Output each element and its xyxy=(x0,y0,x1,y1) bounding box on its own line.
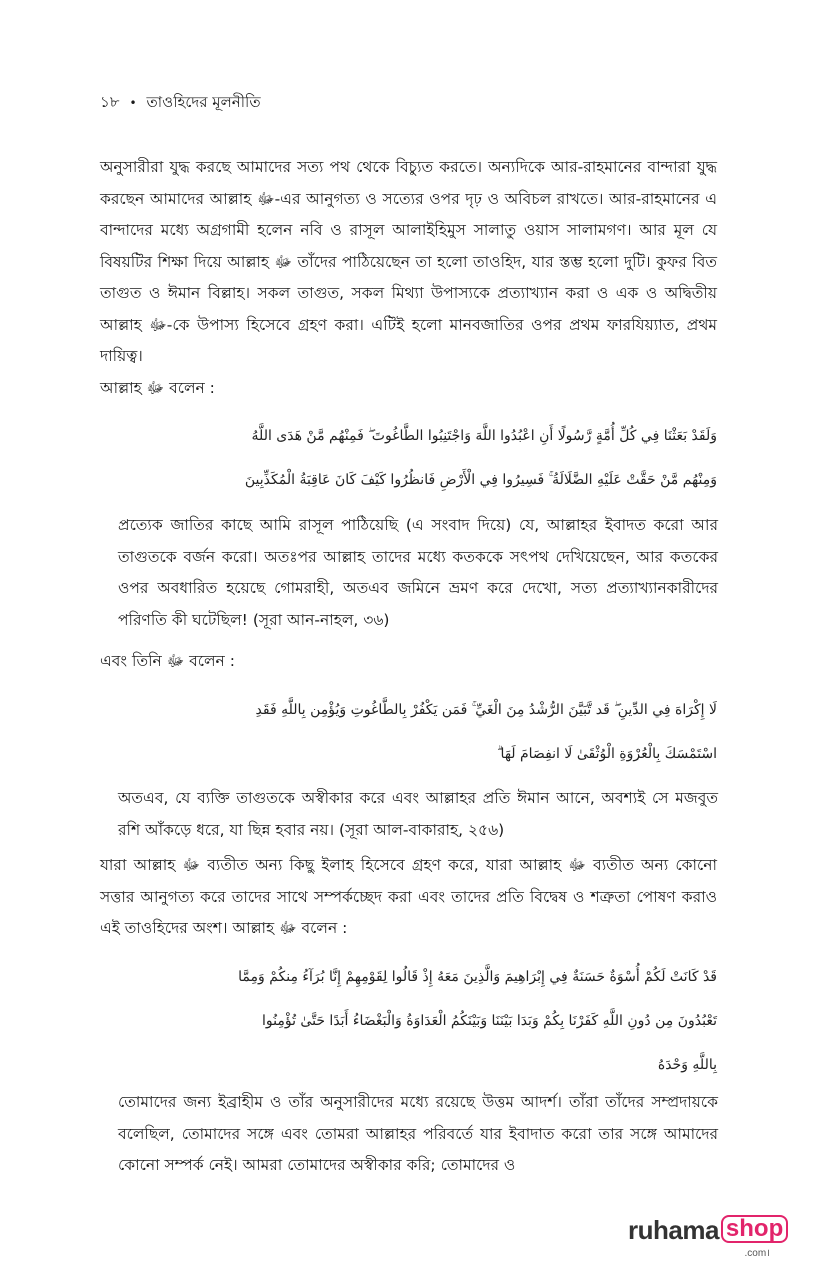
arabic-verse-1-line-1: وَلَقَدْ بَعَثْنَا فِي كُلِّ أُمَّةٍ رَّسُولًا أَنِ اعْبُدُوا اللَّهَ وَاجْتَنِبُوا الطَّاغُوتَ ۖ فَمِنْهُم مَّنْ هَدَى اللَّهُ xyxy=(251,428,717,444)
translation-3: তোমাদের জন্য ইব্রাহীম ও তাঁর অনুসারীদের মধ্যে রয়েছে উত্তম আদর্শ। তাঁরা তাঁদের সম্প্রদায়কে বলেছিল, তোমাদের সঙ্গে এবং তোমরা আল্লাহর পরিবর্তে যার ইবাদাত করো তার সঙ্গে আমাদের কোনো সম্পর্ক নেই। আমরা তোমাদের অস্বীকার করি; তোমাদের ও xyxy=(118,1093,718,1174)
logo-domain: .com। xyxy=(744,1248,770,1259)
arabic-verse-1 xyxy=(100,414,717,502)
publisher-logo xyxy=(628,1215,784,1259)
arabic-verse-1-line-2: وَمِنْهُم مَّنْ حَقَّتْ عَلَيْهِ الضَّلَالَةُ ۚ فَسِيرُوا فِي الْأَرْضِ فَانظُرُوا كَيْفَ كَانَ عَاقِبَةُ الْمُكَذِّبِينَ xyxy=(244,472,717,488)
arabic-verse-3 xyxy=(100,955,717,1087)
arabic-verse-3-line-2: تَعْبُدُونَ مِن دُونِ اللَّهِ كَفَرْنَا بِكُمْ وَبَدَا بَيْنَنَا وَبَيْنَكُمُ الْعَدَاوَةُ وَالْبَغْضَاءُ أَبَدًا حَتَّىٰ تُؤْمِنُوا xyxy=(262,1013,717,1029)
translation-2: অতএব, যে ব্যক্তি তাগুতকে অস্বীকার করে এবং আল্লাহর প্রতি ঈমান আনে, অবশ্যই সে মজবুত রশি আঁকড়ে ধরে, যা ছিন্ন হবার নয়। (সূরা আল-বাকারাহ, ২৫৬) xyxy=(118,789,718,839)
arabic-verse-3-line-3: بِاللَّهِ وَحْدَهُ xyxy=(657,1057,717,1073)
page-number: ১৮ xyxy=(100,92,120,111)
header-separator: • xyxy=(129,96,137,110)
body-paragraph-1: অনুসারীরা যুদ্ধ করছে আমাদের সত্য পথ থেকে বিচ্যুত করতে। অন্যদিকে আর-রাহমানের বান্দারা যুদ্ধ করছেন আমাদের আল্লাহ ﷻ-এর আনুগত্য ও সত্যের ওপর দৃঢ় ও অবিচল রাখতে। আর-রাহমানের এ বান্দাদের মধ্যে অগ্রগামী হলেন নবি ও রাসূল আলাইহিমুস সালাতু ওয়াস সালামগণ। আর মূল যে বিষয়টির শিক্ষা দিয়ে আল্লাহ ﷻ তাঁদের পাঠিয়েছেন তা হলো তাওহিদ, যার স্তম্ভ হলো দুটি। কুফর বিত তাগুত ও ঈমান বিল্লাহ। সকল তাগুত, সকল মিথ্যা উপাস্যকে প্রত্যাখ্যান করা ও এক ও অদ্বিতীয় আল্লাহ ﷻ-কে উপাস্য হিসেবে গ্রহণ করা। এটিই হলো মানবজাতির ওপর প্রথম ফারযিয়্যাত, প্রথম দায়িত্ব। xyxy=(100,158,717,365)
running-header xyxy=(100,90,740,116)
body-paragraph-2: যারা আল্লাহ ﷻ ব্যতীত অন্য কিছু ইলাহ হিসেবে গ্রহণ করে, যারা আল্লাহ ﷻ ব্যতীত অন্য কোনো সত্তার আনুগত্য করে তাদের সাথে সম্পর্কচ্ছেদ করা এবং তাদের প্রতি বিদ্বেষ ও শত্রুতা পোষণ করাও এই তাওহিদের অংশ। আল্লাহ ﷻ বলেন : xyxy=(100,856,717,937)
logo-wordmark: ruhama xyxy=(628,1215,719,1245)
book-title: তাওহিদের মূলনীতি xyxy=(146,92,261,111)
arabic-verse-2 xyxy=(100,688,717,776)
arabic-verse-2-line-2: اسْتَمْسَكَ بِالْعُرْوَةِ الْوُثْقَىٰ لَا انفِصَامَ لَهَا ۗ xyxy=(497,746,717,762)
arabic-verse-3-line-1: قَدْ كَانَتْ لَكُمْ أُسْوَةٌ حَسَنَةٌ فِي إِبْرَاهِيمَ وَالَّذِينَ مَعَهُ إِذْ قَالُوا لِقَوْمِهِمْ إِنَّا بُرَآءُ مِنكُمْ وَمِمَّا xyxy=(238,969,717,985)
translation-1: প্রত্যেক জাতির কাছে আমি রাসূল পাঠিয়েছি (এ সংবাদ দিয়ে) যে, আল্লাহর ইবাদত করো আর তাগুতকে বর্জন করো। অতঃপর আল্লাহ তাদের মধ্যে কতককে সৎপথ দেখিয়েছেন, আর কতকের ওপর অবধারিত হয়েছে গোমরাহী, অতএব জমিনে ভ্রমণ করে দেখো, সত্য প্রত্যাখ্যানকারীদের পরিণতি কী ঘটেছিল! (সূরা আন-নাহল, ৩৬) xyxy=(118,516,718,629)
arabic-verse-2-line-1: لَا إِكْرَاهَ فِي الدِّينِ ۖ قَد تَّبَيَّنَ الرُّشْدُ مِنَ الْغَيِّ ۚ فَمَن يَكْفُرْ بِالطَّاغُوتِ وَيُؤْمِن بِاللَّهِ فَقَدِ xyxy=(255,702,717,718)
quote-intro-1: আল্লাহ ﷻ বলেন : xyxy=(100,379,215,397)
quote-intro-2: এবং তিনি ﷻ বলেন : xyxy=(100,652,235,670)
logo-shop-badge: shop xyxy=(721,1215,788,1243)
